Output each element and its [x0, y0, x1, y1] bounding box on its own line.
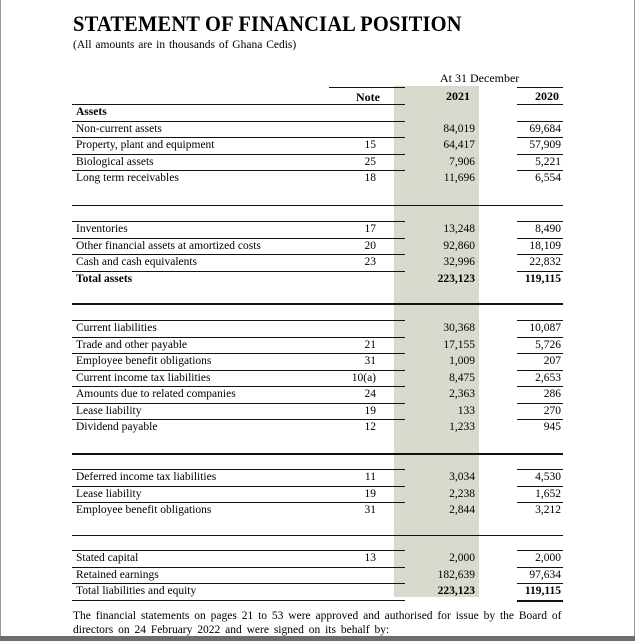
value-2021: 182,639	[437, 568, 475, 581]
row-prior-rule	[517, 550, 563, 551]
value-2020: 18,109	[529, 239, 561, 252]
value-2020: 4,530	[535, 471, 561, 483]
row-label-rule	[72, 320, 405, 321]
value-2021: 7,906	[449, 155, 475, 168]
row-prior-rule	[517, 137, 563, 138]
current-year-column-header: 2021	[446, 89, 470, 103]
row-label-rule	[72, 104, 405, 105]
row-label-rule	[72, 337, 405, 338]
row-note: 13	[364, 552, 376, 564]
row-note: 21	[364, 338, 376, 351]
row-label: Current liabilities	[76, 322, 157, 334]
note-column-header: Note	[356, 90, 380, 104]
row-prior-rule	[517, 320, 563, 321]
row-label-rule	[72, 386, 405, 387]
value-2020: 5,726	[535, 338, 561, 351]
row-label: Dividend payable	[76, 421, 158, 433]
row-prior-rule	[517, 271, 563, 272]
row-prior-rule	[517, 583, 563, 584]
row-note: 17	[364, 223, 376, 235]
value-2021: 2,844	[449, 504, 475, 516]
row-label: Total assets	[76, 272, 133, 285]
row-label: Assets	[76, 106, 107, 118]
row-label-rule	[72, 419, 405, 420]
row-note: 15	[364, 139, 376, 151]
approval-statement: The financial statements on pages 21 to 53 were approved and authorised for issue by the Board of directors on 24 February 2022 and were signed on its behalf by:	[73, 610, 562, 636]
row-prior-rule	[517, 419, 563, 420]
note-header-rule	[329, 87, 405, 88]
total-prior-double-rule	[517, 600, 563, 602]
statement-title: STATEMENT OF FINANCIAL POSITION	[73, 11, 462, 36]
row-label-rule	[72, 486, 405, 487]
row-label-rule	[72, 567, 405, 568]
row-label-rule	[72, 170, 405, 171]
row-prior-rule	[517, 353, 563, 354]
value-2020: 10,087	[529, 322, 561, 334]
row-note: 23	[364, 256, 376, 268]
value-2021: 32,996	[443, 256, 475, 268]
row-note: 31	[364, 504, 376, 516]
row-note: 24	[364, 388, 376, 400]
value-2021: 84,019	[443, 122, 475, 135]
prior-year-column-header: 2020	[535, 89, 559, 103]
currency-note: (All amounts are in thousands of Ghana Cedis)	[73, 39, 297, 51]
row-note: 31	[364, 355, 376, 367]
value-2020: 8,490	[535, 223, 561, 235]
value-2020: 119,115	[524, 585, 561, 597]
section-separator	[72, 303, 563, 305]
value-2020: 207	[543, 355, 561, 367]
row-label: Retained earnings	[76, 568, 159, 581]
value-2020: 57,909	[529, 139, 561, 151]
section-separator	[72, 453, 563, 455]
row-label-rule	[72, 238, 405, 239]
row-label: Deferred income tax liabilities	[76, 471, 217, 483]
value-2021: 1,233	[449, 421, 475, 433]
row-label: Cash and cash equivalents	[76, 256, 198, 268]
row-prior-rule	[517, 154, 563, 155]
row-label: Non-current assets	[76, 122, 162, 135]
row-label: Current income tax liabilities	[76, 371, 211, 384]
row-note: 19	[364, 487, 376, 500]
value-2020: 2,653	[535, 371, 561, 384]
row-prior-rule	[517, 403, 563, 404]
row-label: Biological assets	[76, 155, 154, 168]
row-prior-rule	[517, 486, 563, 487]
row-note: 25	[364, 155, 376, 168]
value-2021: 3,034	[449, 471, 475, 483]
value-2021: 223,123	[437, 272, 475, 285]
value-2021: 2,238	[449, 487, 475, 500]
section-separator	[72, 205, 563, 206]
row-prior-rule	[517, 170, 563, 171]
row-label: Other financial assets at amortized costs	[76, 239, 261, 252]
row-label-rule	[72, 403, 405, 404]
row-label-rule	[72, 370, 405, 371]
value-2021: 13,248	[443, 223, 475, 235]
row-label: Property, plant and equipment	[76, 139, 215, 151]
value-2021: 133	[457, 404, 475, 417]
row-note: 20	[364, 239, 376, 252]
row-prior-rule	[517, 386, 563, 387]
value-2020: 5,221	[535, 155, 561, 168]
period-header: At 31 December	[440, 71, 520, 85]
row-label-rule	[72, 137, 405, 138]
row-note: 18	[364, 172, 376, 184]
value-2021: 30,368	[443, 322, 475, 334]
value-2020: 22,832	[529, 256, 561, 268]
value-2020: 6,554	[535, 172, 561, 184]
table-row	[0, 273, 635, 289]
row-label: Employee benefit obligations	[76, 355, 212, 367]
row-label-rule	[72, 271, 405, 272]
total-label-rule	[72, 600, 405, 601]
row-label: Long term receivables	[76, 172, 179, 184]
row-label-rule	[72, 469, 405, 470]
value-2020: 286	[543, 388, 561, 400]
row-prior-rule	[517, 337, 563, 338]
prior-year-header-rule	[517, 87, 563, 88]
value-2020: 1,652	[535, 487, 561, 500]
row-label-rule	[72, 221, 405, 222]
value-2020: 270	[543, 404, 561, 417]
row-note: 10(a)	[351, 371, 376, 384]
value-2021: 1,009	[449, 355, 475, 367]
row-note: 19	[364, 404, 376, 417]
table-row	[0, 504, 635, 520]
row-label: Lease liability	[76, 487, 142, 500]
row-label: Total liabilities and equity	[76, 585, 197, 597]
value-2021: 2,000	[449, 552, 475, 564]
value-2020: 2,000	[535, 552, 561, 564]
row-label: Lease liability	[76, 404, 142, 417]
value-2020: 3,212	[535, 504, 561, 516]
section-separator	[72, 535, 563, 536]
row-label-rule	[72, 121, 405, 122]
row-label: Trade and other payable	[76, 338, 188, 351]
table-row	[0, 421, 635, 437]
row-label: Stated capital	[76, 552, 139, 564]
value-2021: 223,123	[437, 585, 475, 597]
row-label: Employee benefit obligations	[76, 504, 212, 516]
row-label-rule	[72, 502, 405, 503]
table-row	[0, 172, 635, 188]
row-prior-rule	[517, 221, 563, 222]
value-2021: 2,363	[449, 388, 475, 400]
row-label: Amounts due to related companies	[76, 388, 236, 400]
value-2020: 97,634	[529, 568, 561, 581]
value-2021: 11,696	[443, 172, 475, 184]
row-label-rule	[72, 583, 405, 584]
value-2021: 92,860	[443, 239, 475, 252]
row-label-rule	[72, 550, 405, 551]
row-label: Inventories	[76, 223, 128, 235]
row-prior-rule	[517, 121, 563, 122]
row-note: 11	[364, 471, 376, 483]
value-2020: 119,115	[524, 272, 561, 285]
row-label-rule	[72, 353, 405, 354]
value-2020: 945	[543, 421, 561, 433]
row-prior-rule	[517, 469, 563, 470]
row-prior-rule	[517, 370, 563, 371]
row-prior-rule	[517, 502, 563, 503]
value-2021: 8,475	[449, 371, 475, 384]
row-note: 12	[364, 421, 376, 433]
row-prior-rule	[517, 238, 563, 239]
row-prior-rule	[517, 254, 563, 255]
row-label-rule	[72, 254, 405, 255]
value-2021: 17,155	[443, 338, 475, 351]
row-label-rule	[72, 154, 405, 155]
row-prior-rule	[517, 104, 563, 105]
row-prior-rule	[517, 567, 563, 568]
value-2021: 64,417	[443, 139, 475, 151]
value-2020: 69,684	[529, 122, 561, 135]
